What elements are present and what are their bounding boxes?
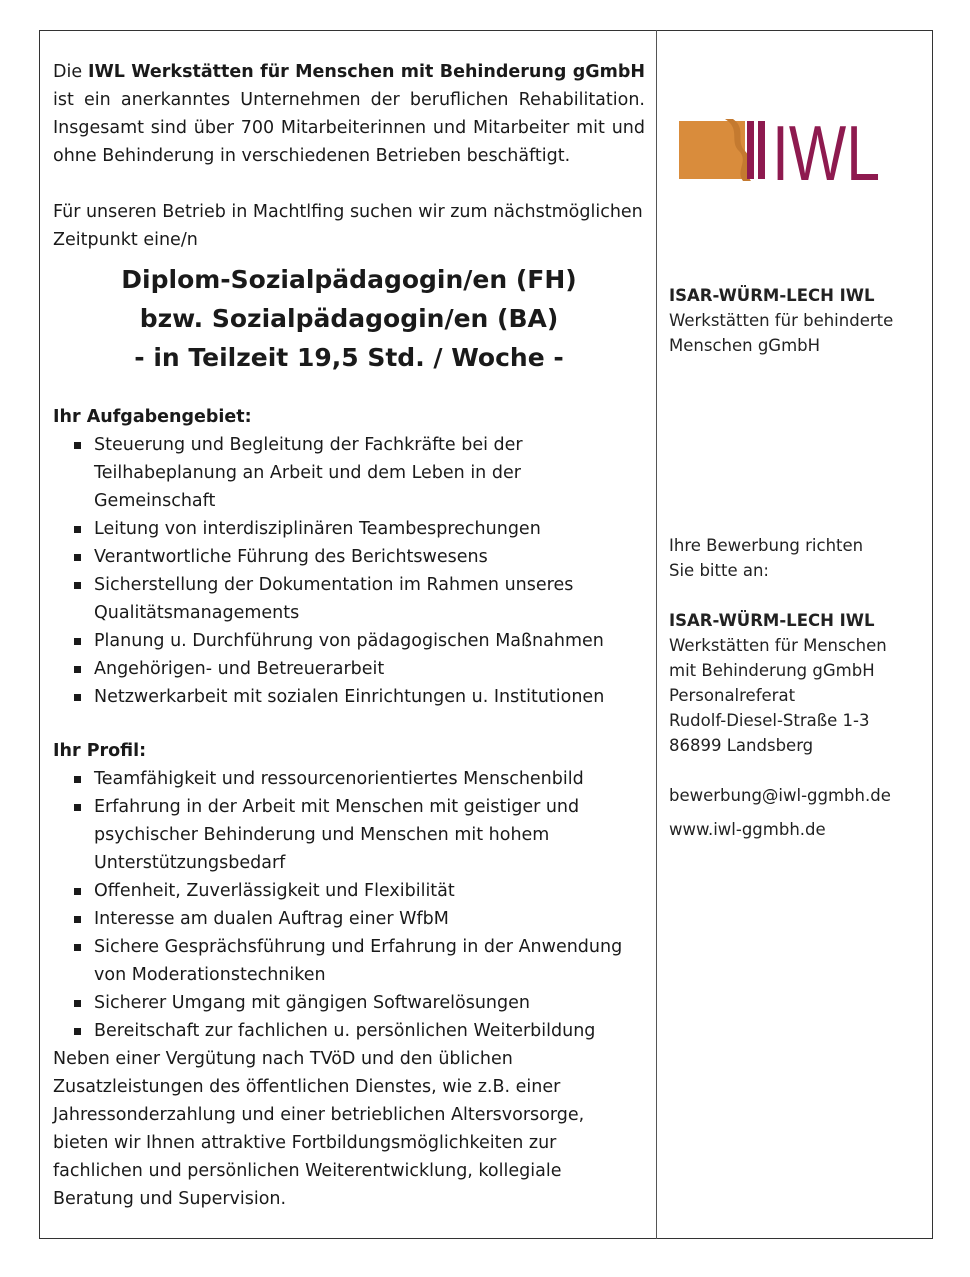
- application-block: [669, 533, 919, 842]
- org-line1: Werkstätten für behinderte: [669, 311, 894, 330]
- job-title-line3: - in Teilzeit 19,5 Std. / Woche -: [134, 343, 564, 372]
- org-block: [669, 283, 919, 358]
- address-line5: 86899 Landsberg: [669, 736, 814, 755]
- list-item: Sichere Gesprächsführung und Erfahrung in der Anwendung von Moderationstechniken: [53, 933, 645, 989]
- list-item: Interesse am dualen Auftrag einer WfbM: [53, 905, 645, 933]
- bullet-icon: [74, 638, 81, 645]
- org-name: ISAR-WÜRM-LECH IWL: [669, 286, 875, 305]
- bullet-icon: [74, 888, 81, 895]
- bullet-icon: [74, 694, 81, 701]
- bullet-icon: [74, 526, 81, 533]
- bullet-icon: [74, 582, 81, 589]
- bullet-icon: [74, 1028, 81, 1035]
- bullet-icon: [74, 1000, 81, 1007]
- application-line2: Sie bitte an:: [669, 561, 769, 580]
- job-title-line1: Diplom-Sozialpädagogin/en (FH): [121, 265, 577, 294]
- list-item: Leitung von interdisziplinären Teambesprechungen: [53, 515, 645, 543]
- job-title-line2: bzw. Sozialpädagogin/en (BA): [139, 304, 559, 333]
- column-divider: [656, 30, 657, 1239]
- application-org-name: ISAR-WÜRM-LECH IWL: [669, 611, 875, 630]
- list-item: Bereitschaft zur fachlichen u. persönlichen Weiterbildung: [53, 1017, 645, 1045]
- list-item: Erfahrung in der Arbeit mit Menschen mit geistiger und psychischer Behinderung und Menschen mit hohem Unterstützungsbedarf: [53, 793, 645, 877]
- email-link[interactable]: bewerbung@iwl-ggmbh.de: [669, 786, 891, 805]
- bullet-icon: [74, 804, 81, 811]
- profile-list: [53, 765, 645, 1045]
- bullet-icon: [74, 666, 81, 673]
- bullet-icon: [74, 554, 81, 561]
- list-item: Sicherer Umgang mit gängigen Softwarelösungen: [53, 989, 645, 1017]
- application-line1: Ihre Bewerbung richten: [669, 536, 864, 555]
- search-text: Für unseren Betrieb in Machtlfing suchen wir zum nächstmöglichen Zeitpunkt eine/n: [53, 202, 643, 250]
- tasks-list: [53, 431, 645, 711]
- profile-heading: Ihr Profil:: [53, 741, 147, 761]
- job-title: [53, 260, 645, 377]
- website-link[interactable]: www.iwl-ggmbh.de: [669, 820, 826, 839]
- closing-paragraph: Neben einer Vergütung nach TVöD und den üblichen Zusatzleistungen des öffentlichen Dienstes, wie z.B. einer Jahressonderzahlung und einer betrieblichen Altersvorsorge, bieten wir Ihnen attraktive Fortbildungsmöglichkeiten zur fachlichen und persönlichen Weiterentwicklung, kollegiale Beratung und Supervision.: [53, 1049, 585, 1209]
- intro-after: ist ein anerkanntes Unternehmen der beruflichen Rehabilitation. Insgesamt sind über 700 Mitarbeiterinnen und Mitarbeiter mit und ohne Behinderung in verschiedenen Betrieben beschäftigt.: [53, 90, 645, 166]
- logo-bar-1: [747, 121, 754, 179]
- address-line3: Personalreferat: [669, 686, 796, 705]
- address-line2: mit Behinderung gGmbH: [669, 661, 875, 680]
- intro-paragraph: [53, 58, 645, 170]
- intro-before: Die: [53, 62, 88, 82]
- bullet-icon: [74, 916, 81, 923]
- company-name: IWL Werkstätten für Menschen mit Behinderung gGmbH: [87, 62, 646, 82]
- list-item: Netzwerkarbeit mit sozialen Einrichtungen u. Institutionen: [53, 683, 645, 711]
- logo-bar-2: [758, 121, 765, 179]
- list-item: Angehörigen- und Betreuerarbeit: [53, 655, 645, 683]
- bullet-icon: [74, 442, 81, 449]
- main-column: [53, 58, 645, 1213]
- list-item: Offenheit, Zuverlässigkeit und Flexibilität: [53, 877, 645, 905]
- logo-text: IWL: [772, 109, 880, 197]
- bullet-icon: [74, 776, 81, 783]
- address-line1: Werkstätten für Menschen: [669, 636, 887, 655]
- list-item: Steuerung und Begleitung der Fachkräfte bei der Teilhabeplanung an Arbeit und dem Leben in der Gemeinschaft: [53, 431, 645, 515]
- org-line2: Menschen gGmbH: [669, 336, 821, 355]
- list-item: Sicherstellung der Dokumentation im Rahmen unseres Qualitätsmanagements: [53, 571, 645, 627]
- tasks-heading: Ihr Aufgabengebiet:: [53, 407, 252, 427]
- list-item: Planung u. Durchführung von pädagogischen Maßnahmen: [53, 627, 645, 655]
- list-item: Verantwortliche Führung des Berichtswesens: [53, 543, 645, 571]
- bullet-icon: [74, 944, 81, 951]
- address-line4: Rudolf-Diesel-Straße 1-3: [669, 711, 870, 730]
- iwl-logo-icon: [677, 109, 882, 197]
- list-item: Teamfähigkeit und ressourcenorientiertes Menschenbild: [53, 765, 645, 793]
